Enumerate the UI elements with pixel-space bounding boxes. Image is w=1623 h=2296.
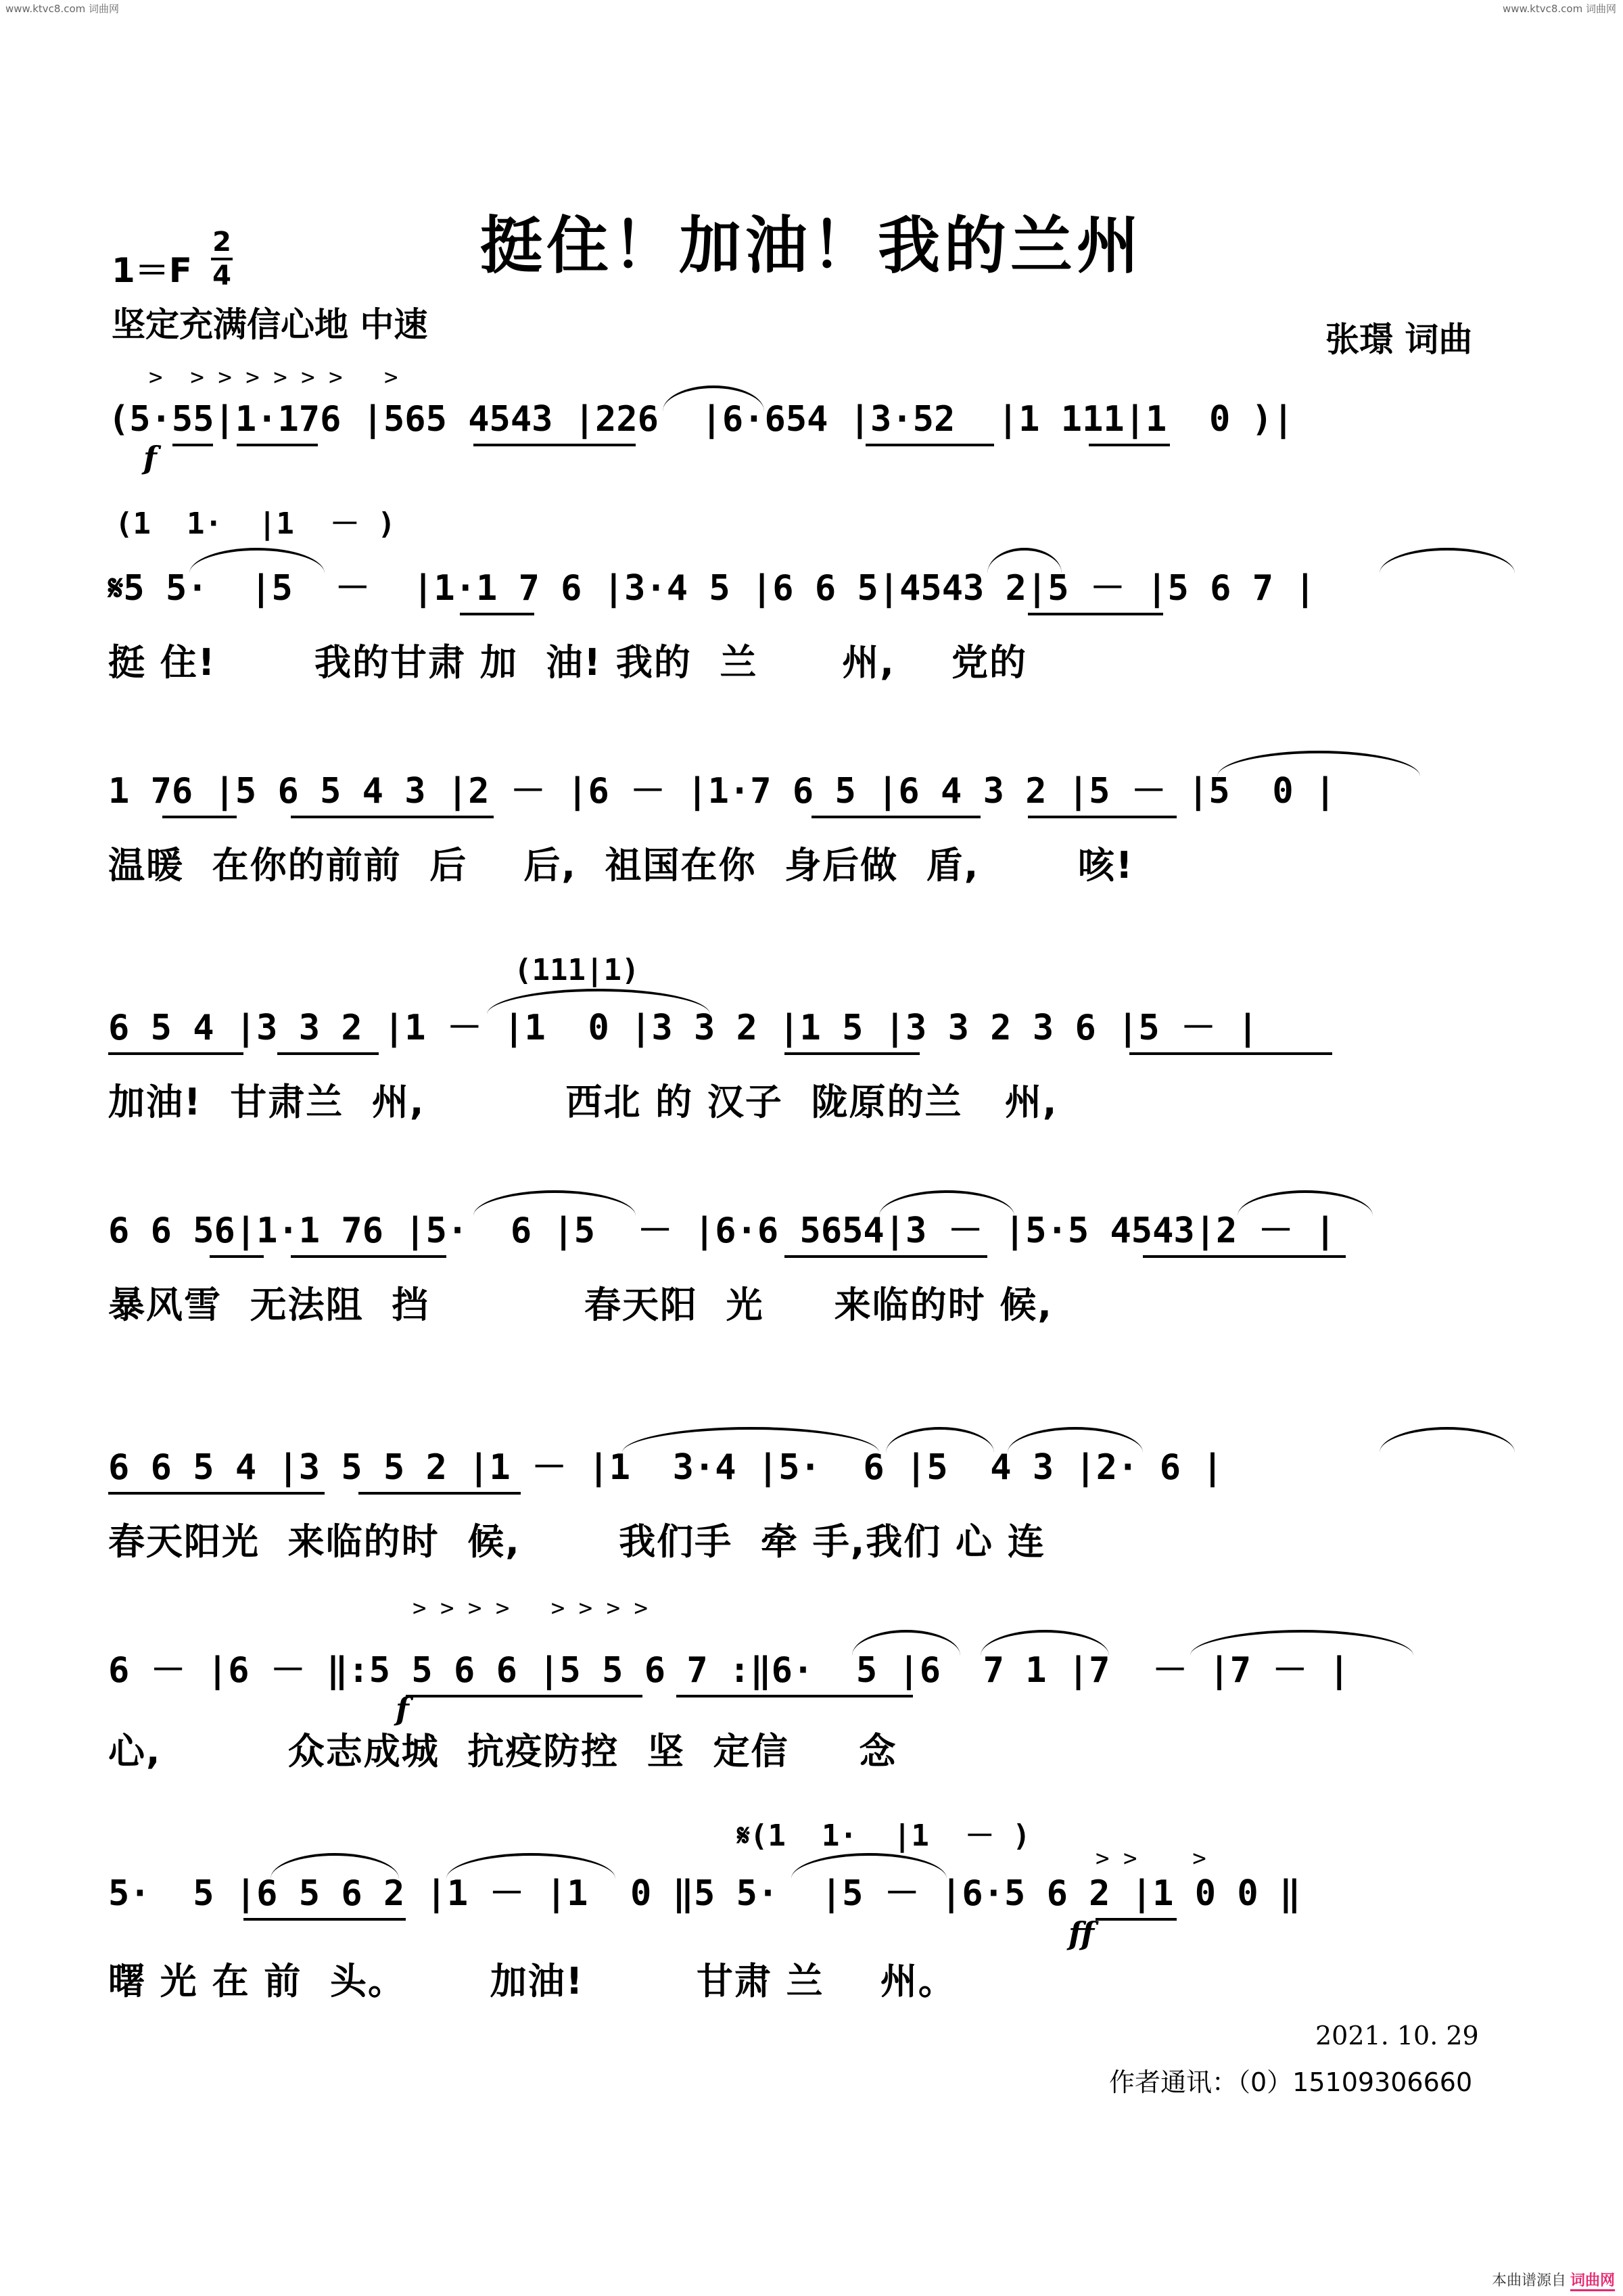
notation-line: 6 5 4 |3 3 2 |1 － |1 0 |3 3 2 |1 5 |3 3 2 3 6 |5 － | [108, 1008, 1259, 1048]
lyrics-line: 挺 住! 我的甘肃 加 油! 我的 兰 州, 党的 [108, 641, 1027, 684]
lyrics-line: 心, 众志成城 抗疫防控 坚 定信 念 [108, 1730, 897, 1773]
notation-line: 6 6 5 4 |3 5 5 2 |1 － |1 3·4 |5· 6 |5 4 3 |2· 6 | [108, 1447, 1223, 1488]
dynamic-mark: f [396, 1691, 409, 1727]
score-system-8 [108, 1806, 1515, 2009]
lyrics-line: 温暖 在你的前前 后 后, 祖国在你 身后做 盾, 咳! [108, 844, 1134, 887]
time-signature [210, 227, 234, 291]
score-title: 挺住！加油！我的兰州 [479, 210, 1143, 282]
dynamic-mark: ff [1068, 1915, 1095, 1952]
score-system-2 [108, 500, 1515, 703]
time-signature-top: 2 [212, 227, 231, 258]
notation-line: 6 6 56|1·1 76 |5· 6 |5 － |6·6 5654|3 － |5·5 4543|2 － | [108, 1211, 1336, 1251]
lyrics-line: 曙 光 在 前 头。 加油! 甘肃 兰 州。 [108, 1960, 956, 2002]
dynamic-mark: f [143, 440, 157, 476]
alternate-notes: 𝄋(1 1· |1 － ) [737, 1819, 1031, 1853]
tempo-marking: 坚定充满信心地 中速 [112, 305, 428, 344]
author-contact: 作者通讯：（0）15109306660 [1109, 2067, 1473, 2097]
score-system-5 [108, 1150, 1515, 1353]
footer-brand [1492, 2269, 1615, 2290]
footer-brand-right: 词曲网 [1570, 2272, 1615, 2291]
author-credit: 张璟 词曲 [1325, 320, 1473, 359]
notation-line: 1 76 |5 6 5 4 3 |2 － |6 － |1·7 6 5 |6 4 3 2 |5 － |5 0 | [108, 771, 1336, 812]
watermark-top-left: www.ktvc8.com 词曲网 [5, 3, 120, 15]
notation-line: 𝄋5 5· |5 － |1·1 7 6 |3·4 5 |6 6 5|4543 2|5 － |5 6 7 | [108, 568, 1316, 609]
score-system-3 [108, 724, 1515, 927]
alternate-notes: (111|1) [514, 953, 640, 987]
notation-line: (5·55|1·176 |565 4543 |226 |6·654 |3·52 |1 111|1 0 )| [108, 399, 1294, 440]
lyrics-line: 加油! 甘肃兰 州, 西北 的 汉子 陇原的兰 州, [108, 1081, 1058, 1123]
notation-line: 5· 5 |6 5 6 2 |1 － |1 0 ‖5 5· |5 － |6·5 6 2 |1 0 0 ‖ [108, 1873, 1301, 1914]
key-signature: 1＝F [112, 251, 192, 290]
accent-marks: > > > [1096, 1845, 1206, 1872]
accent-marks: > > > > > > > > [149, 364, 398, 391]
lyrics-line: 春天阳光 来临的时 候, 我们手 牵 手,我们 心 连 [108, 1520, 1045, 1563]
lyrics-line: 暴风雪 无法阻 挡 春天阳 光 来临的时 候, [108, 1284, 1053, 1326]
watermark-top-right: www.ktvc8.com 词曲网 [1502, 3, 1616, 15]
time-signature-bottom: 4 [212, 260, 231, 291]
score-system-7 [108, 1596, 1515, 1799]
score-system-1 [108, 365, 1515, 500]
notation-line: 6 － |6 － ‖:5 5 6 6 |5 5 6 7 :‖6· 5 |6 7 1 |7 － |7 － | [108, 1650, 1350, 1691]
accent-marks: > > > > > > > > [413, 1595, 648, 1622]
footer-brand-left: 本曲谱源自 [1491, 2272, 1566, 2289]
score-system-4 [108, 927, 1515, 1143]
alternate-notes: (1 1· |1 － ) [115, 507, 396, 541]
score-system-6 [108, 1373, 1515, 1576]
composition-date: 2021. 10. 29 [1315, 2021, 1479, 2051]
